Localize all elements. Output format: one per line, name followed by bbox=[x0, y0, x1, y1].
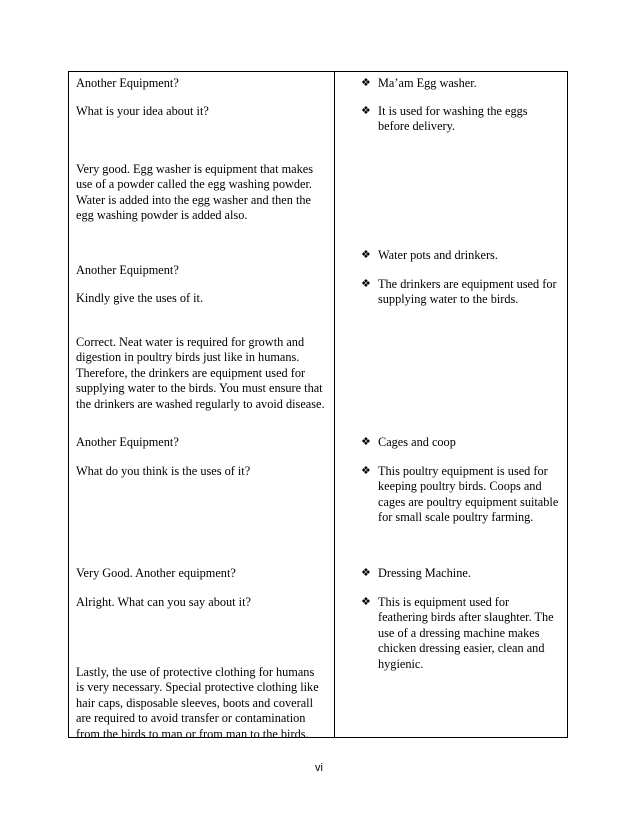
diamond-bullet-icon: ❖ bbox=[361, 249, 371, 261]
right-block-5 bbox=[378, 435, 456, 450]
text-line: Very good. Egg washer is equipment that makes bbox=[76, 162, 314, 176]
text-line: keeping poultry birds. Coops and bbox=[378, 479, 542, 494]
text-line: hygienic. bbox=[378, 656, 424, 671]
text-line: The drinkers are equipment used for bbox=[378, 277, 557, 291]
diamond-bullet-icon: ❖ bbox=[361, 278, 371, 290]
right-block-6 bbox=[378, 464, 558, 526]
text-line: supplying water to the birds. bbox=[378, 292, 519, 307]
right-block-7 bbox=[378, 566, 471, 581]
right-block-8 bbox=[378, 595, 554, 672]
column-divider bbox=[334, 72, 335, 737]
diamond-bullet-icon: ❖ bbox=[361, 596, 371, 608]
right-block-1 bbox=[378, 76, 477, 91]
dialogue-table bbox=[68, 71, 568, 741]
text-line: from the birds to man or from man to the birds. bbox=[76, 726, 309, 741]
text-line: supplying water to the birds. You must ensure that bbox=[76, 381, 323, 396]
text-line: digestion in poultry birds just like in humans. bbox=[76, 350, 300, 365]
right-block-2 bbox=[378, 104, 528, 135]
text-line: is very necessary. Special protective clothing like bbox=[76, 680, 319, 695]
text-line: before delivery. bbox=[378, 119, 456, 134]
left-block-10 bbox=[76, 595, 251, 610]
text-line: What is your idea about it? bbox=[76, 104, 209, 118]
text-line: cages are poultry equipment suitable bbox=[378, 494, 559, 509]
left-block-4 bbox=[76, 263, 179, 278]
text-line: hair caps, disposable sleeves, boots and coverall bbox=[76, 695, 313, 710]
text-line: feathering birds after slaughter. The bbox=[378, 610, 554, 625]
left-block-2 bbox=[76, 104, 209, 119]
left-block-3 bbox=[76, 162, 313, 224]
text-line: Lastly, the use of protective clothing for humans bbox=[76, 665, 315, 679]
left-block-1 bbox=[76, 76, 179, 91]
text-line: egg washing powder is added also. bbox=[76, 208, 248, 223]
text-line: Water pots and drinkers. bbox=[378, 248, 498, 262]
diamond-bullet-icon: ❖ bbox=[361, 77, 371, 89]
text-line: use of a dressing machine makes bbox=[378, 625, 540, 640]
text-line: Cages and coop bbox=[378, 435, 456, 449]
right-block-3 bbox=[378, 248, 498, 263]
text-line: This poultry equipment is used for bbox=[378, 464, 548, 478]
text-line: Dressing Machine. bbox=[378, 566, 471, 580]
text-line: are required to avoid transfer or contamination bbox=[76, 711, 306, 726]
diamond-bullet-icon: ❖ bbox=[361, 436, 371, 448]
left-block-6 bbox=[76, 335, 325, 412]
left-block-8 bbox=[76, 464, 250, 479]
text-line: Very Good. Another equipment? bbox=[76, 566, 236, 580]
left-block-7 bbox=[76, 435, 179, 450]
text-line: use of a powder called the egg washing powder. bbox=[76, 177, 312, 192]
text-line: the drinkers are washed regularly to avoid disease. bbox=[76, 396, 325, 411]
text-line: Another Equipment? bbox=[76, 263, 179, 277]
diamond-bullet-icon: ❖ bbox=[361, 567, 371, 579]
text-line: This is equipment used for bbox=[378, 595, 510, 609]
left-block-5 bbox=[76, 291, 203, 306]
left-block-9 bbox=[76, 566, 236, 581]
text-line: Kindly give the uses of it. bbox=[76, 291, 204, 305]
text-line: Another Equipment? bbox=[76, 435, 179, 449]
page-number: vi bbox=[315, 762, 323, 774]
text-line: Ma’am Egg washer. bbox=[378, 76, 477, 90]
right-block-4 bbox=[378, 277, 557, 308]
text-line: Alright. What can you say about it? bbox=[76, 595, 251, 609]
text-line: for small scale poultry farming. bbox=[378, 510, 534, 525]
text-line: It is used for washing the eggs bbox=[378, 104, 528, 118]
text-line: What do you think is the uses of it? bbox=[76, 464, 251, 478]
left-block-11 bbox=[76, 665, 319, 742]
diamond-bullet-icon: ❖ bbox=[361, 105, 371, 117]
text-line: Another Equipment? bbox=[76, 76, 179, 90]
text-line: chicken dressing easier, clean and bbox=[378, 641, 545, 656]
text-line: Water is added into the egg washer and then the bbox=[76, 192, 311, 207]
text-line: Therefore, the drinkers are equipment used for bbox=[76, 365, 306, 380]
diamond-bullet-icon: ❖ bbox=[361, 465, 371, 477]
text-line: Correct. Neat water is required for growth and bbox=[76, 335, 305, 349]
